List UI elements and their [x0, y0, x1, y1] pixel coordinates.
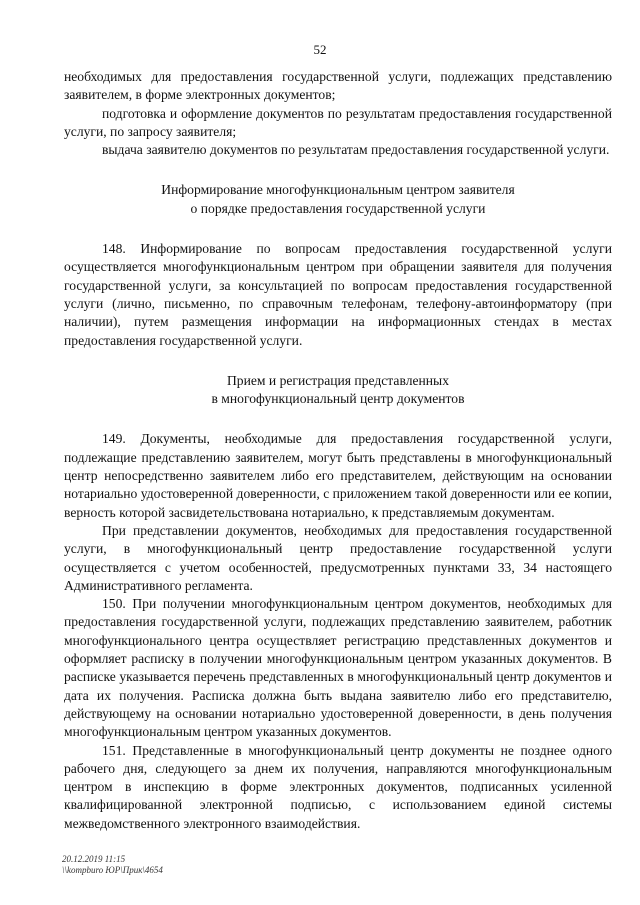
paragraph: необходимых для предоставления государственной услуги, подлежащих представлению заявителем, в форме электронных документов;: [64, 69, 612, 103]
footer-file-path: \\kompburo ЮР\Прик\4654: [62, 865, 163, 875]
document-footer: [62, 854, 163, 876]
paragraph-149: 149. Документы, необходимые для предоставления государственной услуги, подлежащие представлению заявителем, могут быть представлены в многофункциональный центр непосредственно заявителем либо его представителем, действующим на основании нотариально удостоверенной доверенности, с приложением такой доверенности или ее копии, верность которой засвидетельствована нотариально, к представляемым документам.: [64, 431, 612, 520]
paragraph-151: 151. Представленные в многофункциональный центр документы не позднее одного рабочего дня, следующего за днем их получения, направляются многофункциональным центром в инспекцию в форме электронных документов, подписанных усиленной квалифицированной электронной подписью, с использованием единой системы межведомственного электронного взаимодействия.: [64, 742, 612, 831]
section-heading-line: о порядке предоставления государственной услуги: [190, 200, 486, 216]
section-heading-line: Информирование многофункциональным центром заявителя: [161, 182, 515, 198]
footer-timestamp: 20.12.2019 11:15: [62, 854, 126, 864]
section-heading-line: Прием и регистрация представленных: [226, 372, 449, 388]
section-heading: [64, 372, 612, 409]
paragraph: подготовка и оформление документов по результатам предоставления государственной услуги, по запросу заявителя;: [64, 105, 612, 139]
paragraph: выдача заявителю документов по результатам предоставления государственной услуги.: [102, 142, 610, 158]
paragraph-148: 148. Информирование по вопросам предоставления государственной услуги осуществляется многофункциональным центром при обращении заявителя для получения государственной услуги, за консультацией по вопросам предоставления государственной услуги (лично, письменно, по справочным телефонам, телефону-автоинформатору (при наличии), путем размещения информации на информационных стендах в местах предоставления государственной услуги.: [64, 241, 612, 348]
document-body: [64, 68, 612, 833]
paragraph-150: 150. При получении многофункциональным центром документов, необходимых для предоставления государственной услуги, подлежащих представлению заявителем, работник многофункционального центра осуществляет регистрацию представленных документов и оформляет расписку в получении многофункциональным центром указанных документов. В расписке указывается перечень представленных в многофункциональный центр документов и дата их получения. Расписка должна быть выдана заявителю либо его представителю, действующему на основании нотариально удостоверенной доверенности, в день получения многофункциональным центром указанных документов.: [64, 596, 612, 740]
section-heading-line: в многофункциональный центр документов: [211, 391, 465, 407]
section-heading: [64, 181, 612, 218]
page-number: 52: [313, 42, 327, 57]
paragraph: При представлении документов, необходимых для предоставления государственной услуги, в многофункциональный центр предоставление государственной услуги осуществляется с учетом особенностей, предусмотренных пунктами 33, 34 настоящего Административного регламента.: [64, 522, 612, 593]
